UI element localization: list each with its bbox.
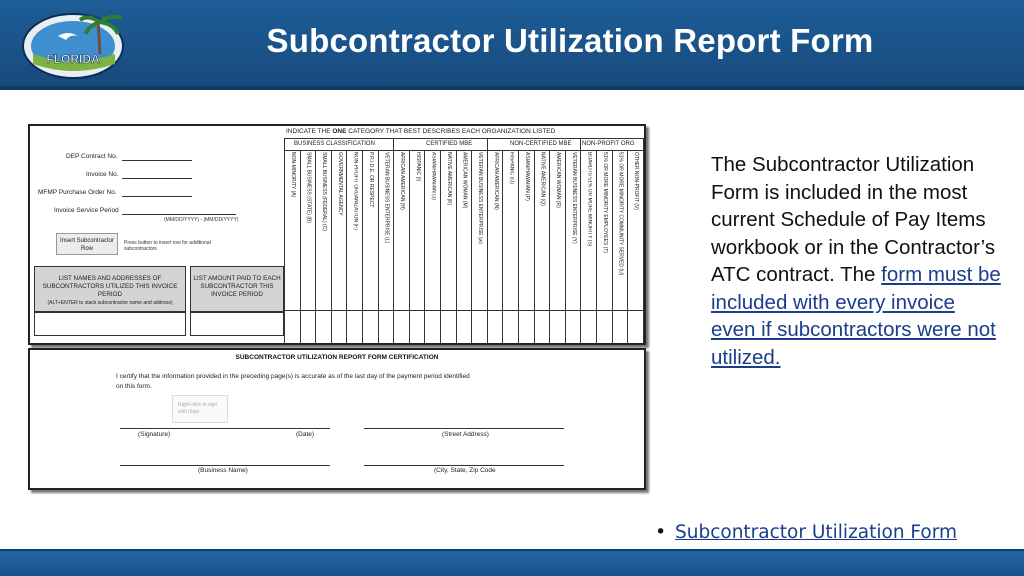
body-text-plain: The Subcontractor Utilization Form is included in the most current Schedule of Pay Items workbook or in the Contractor’s ATC contract. The: [711, 153, 996, 286]
category-column-label: NATIVE AMERICAN (Q): [539, 152, 546, 206]
cert-title: SUBCONTRACTOR UTILIZATION REPORT FORM CERTIFICATION: [235, 354, 439, 361]
signature-label: (Signature): [138, 431, 171, 438]
invoice-no-label: Invoice No.: [86, 171, 119, 178]
list-names-header: [34, 266, 186, 312]
list-names-sub: (ALT+ENTER to stack subcontractor name and address): [47, 300, 173, 306]
category-column-label: NATIVE AMERICAN (K): [446, 152, 452, 206]
form-requirement-link[interactable]: form must be included with every invoice even if subcontractors were not utilized.: [711, 263, 1001, 369]
florida-dep-logo: [18, 8, 148, 80]
street-label: (Street Address): [442, 431, 489, 438]
category-column-label: HISPANIC (O): [508, 152, 515, 184]
grid-column-line: [487, 138, 488, 343]
category-column-label: AFRICAN AMERICAN (H): [399, 152, 406, 210]
mfmp-po-label: MFMP Purchase Order No.: [38, 189, 117, 196]
grid-column-line: [393, 138, 394, 343]
date-label: (Date): [296, 431, 315, 438]
group-non-certified-mbe: NON-CERTIFIED MBE: [510, 141, 572, 147]
category-column-label: VETERAN BUSINESS ENTERPRISE (L): [383, 152, 390, 244]
grid-column-line: [424, 150, 425, 343]
grid-column-line: [518, 150, 519, 343]
amount-cell[interactable]: [190, 312, 284, 336]
category-column-label: VETERAN BUSINESS ENTERPRISE (Y): [570, 152, 577, 244]
category-column-label: VETERAN BUSINESS ENTERPRISE (w): [477, 152, 484, 244]
group-non-profit-org: NON-PROFIT ORG: [582, 141, 635, 147]
form-main-screenshot: [28, 124, 646, 345]
form-certification-screenshot: [28, 348, 646, 490]
bullet-item: [655, 521, 957, 543]
grid-column-line: [612, 150, 613, 343]
dep-contract-label: DEP Contract No.: [66, 153, 118, 160]
grid-column-line: [471, 150, 472, 343]
logo-florida-text: FLORIDA: [46, 52, 100, 66]
category-column-label: OTHER NON-PROFIT (V): [633, 152, 640, 210]
list-names-text: LIST NAMES AND ADDRESSES OF SUBCONTRACTORS UTILIZED THIS INVOICE PERIOD: [42, 275, 178, 298]
category-grid: [284, 126, 644, 343]
list-amount-header: LIST AMOUNT PAID TO EACH SUBCONTRACTOR THIS INVOICE PERIOD: [190, 266, 284, 312]
grid-column-line: [643, 138, 644, 343]
grid-column-line: [378, 150, 379, 343]
grid-column-line: [627, 150, 628, 343]
grid-column-line: [362, 150, 363, 343]
category-column-label: ASIAN/HAWAIIAN (J): [430, 152, 437, 200]
category-column-label: HISPANIC (I): [414, 152, 421, 182]
grid-column-line: [596, 150, 597, 343]
slide-title: Subcontractor Utilization Report Form: [266, 22, 874, 59]
category-column-label: AFRICAN AMERICAN (N): [492, 152, 499, 210]
category-column-label: NON-MINORITY (A): [290, 152, 296, 198]
category-column-label: BOARD IS 51% OR MORE MINORITY (S): [586, 152, 593, 247]
category-column-label: AMERICAN WOMAN (R): [555, 152, 562, 208]
subcontractor-form-link[interactable]: Subcontractor Utilization Form: [675, 522, 958, 543]
grid-column-line: [300, 150, 301, 343]
grid-column-line: [565, 150, 566, 343]
grid-column-line: [409, 150, 410, 343]
grid-column-line: [580, 138, 581, 343]
group-certified-mbe: CERTIFIED MBE: [426, 141, 473, 147]
group-business-classification: BUSINESS CLASSIFICATION: [294, 141, 375, 147]
invoice-no-line: [122, 178, 192, 179]
header-divider: [0, 86, 1024, 90]
service-period-line: [122, 214, 236, 215]
category-column-label: 51% OR MORE MINORITY COMMUNITY SERVED (U): [617, 152, 624, 276]
grid-column-line: [549, 150, 550, 343]
category-column-label: SMALL BUSINESS (STATE) (B): [305, 152, 312, 224]
category-column-label: NON-PROFIT ORGANIZATION (F): [352, 152, 359, 230]
mfmp-po-line: [122, 196, 192, 197]
grid-column-line: [331, 150, 332, 343]
insert-subcontractor-row-button[interactable]: Insert Subcontractor Row: [56, 233, 118, 255]
dep-contract-line: [122, 160, 192, 161]
subcontractor-name-cell[interactable]: [34, 312, 186, 336]
grid-column-line: [440, 150, 441, 343]
grid-column-line: [284, 138, 285, 343]
grid-column-line: [456, 150, 457, 343]
date-hint: (MM/DD/YYYY) - (MM/DD/YYYY): [164, 217, 239, 223]
slide-footer: [0, 551, 1024, 576]
cert-statement: I certify that the information provided in the preceding page(s) is accurate as of the last day of the payment period identified on this form.: [116, 373, 470, 390]
grid-column-line: [315, 150, 316, 343]
category-column-label: ASIAN/HAWAIIAN (P): [524, 152, 530, 201]
category-column-label: 51% OR MORE MINORITY EMPLOYEES (T): [602, 152, 608, 254]
city-label: (City, State, Zip Code: [434, 467, 496, 474]
insert-hint: Press button to insert row for additional subcontractors: [124, 240, 211, 252]
business-label: (Business Name): [198, 467, 248, 474]
slide-body-text: [711, 151, 1001, 371]
grid-column-line: [534, 150, 535, 343]
category-column-label: SMALL BUSINESS (FEDERAL) (C): [321, 152, 328, 231]
signature-placeholder[interactable]: Right-click to sign with iSign: [172, 395, 228, 423]
grid-column-line: [346, 150, 347, 343]
category-header: INDICATE THE ONE CATEGORY THAT BEST DESCRIBES EACH ORGANIZATION LISTED: [286, 128, 556, 135]
grid-column-line: [502, 150, 503, 343]
category-column-label: GOVERNMENTAL AGENCY: [336, 152, 343, 216]
service-period-label: Invoice Service Period: [54, 207, 119, 214]
category-column-label: AMERICAN WOMAN (M): [461, 152, 468, 209]
bullet-dot: •: [655, 521, 667, 543]
category-column-label: P.R.I.D.E. OR RESPECT: [368, 152, 374, 208]
